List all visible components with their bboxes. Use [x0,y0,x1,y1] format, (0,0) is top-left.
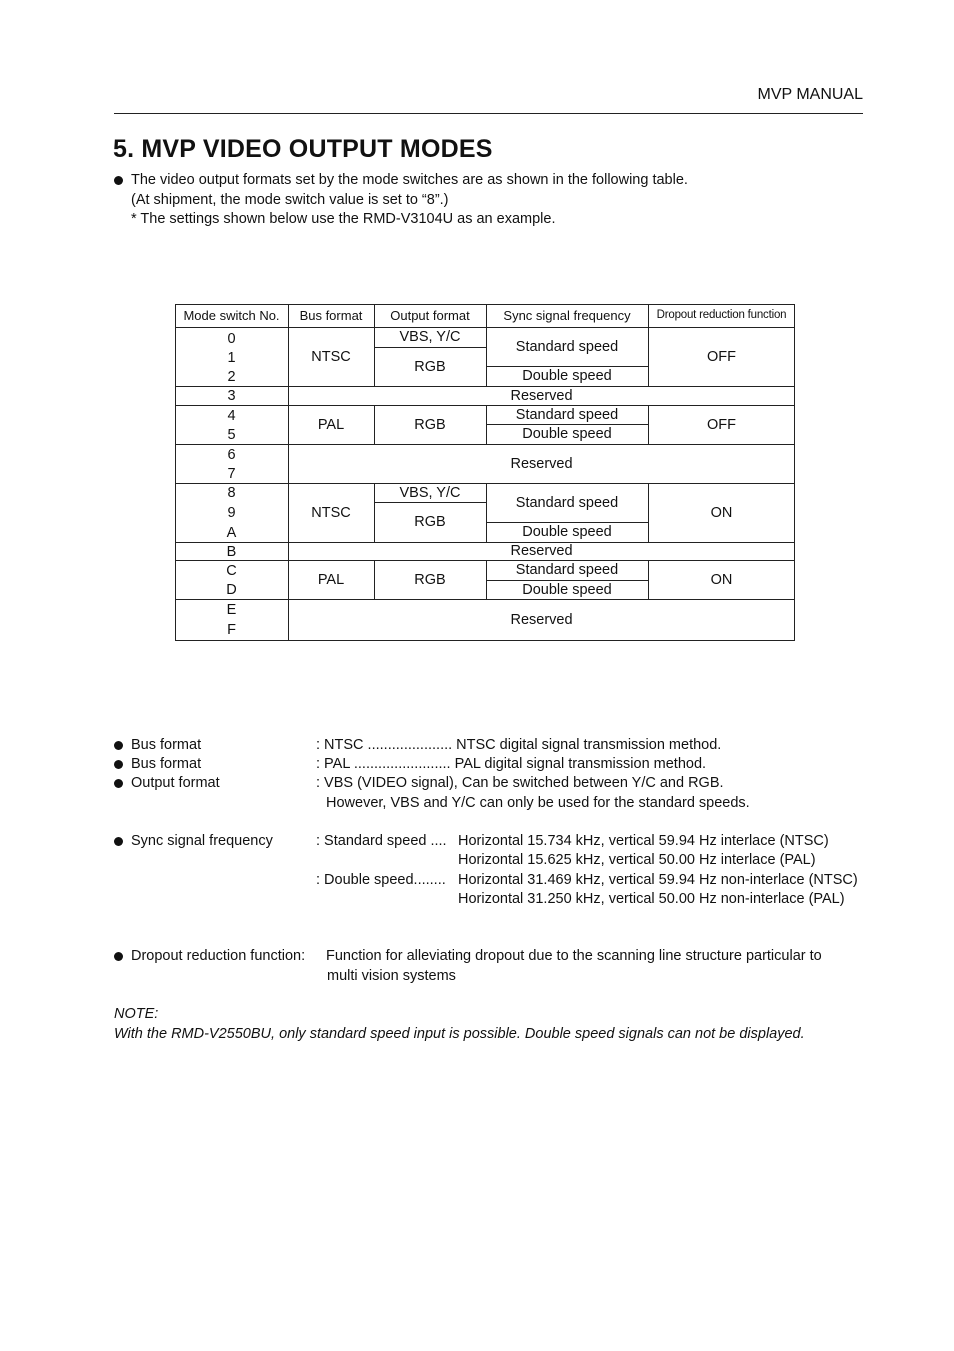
mode-number: 9 [227,505,236,521]
output-format-cell: RGB [414,514,446,531]
mode-number: D [226,582,237,598]
output-format-cell: RGB [414,358,446,375]
reserved-cell: Reserved [510,387,573,404]
output-format-cell: VBS, Y/C [399,329,461,346]
sync-frequency-cell: Standard speed [515,338,619,355]
header-dropout-reduction: Dropout reduction function [656,308,787,321]
reserved-cell: Reserved [510,455,573,472]
header-bus-format: Bus format [299,308,363,323]
reserved-cell: Reserved [510,611,573,628]
sync-frequency-cell: Double speed [522,368,612,385]
header-output-format: Output format [390,308,470,323]
output-format-cell: VBS, Y/C [399,484,461,501]
mode-table [175,304,795,641]
mode-number: 3 [227,388,236,404]
header-rule [114,113,863,114]
definition-term: Bus format [131,737,202,753]
bus-format-cell: PAL [317,416,345,433]
bullet-icon [114,741,123,750]
mode-number: E [226,602,237,618]
dropout-reduction-cell: ON [710,504,733,521]
mode-number: 0 [227,331,236,347]
bullet-icon [114,176,123,185]
definition-text: Horizontal 31.469 kHz, vertical 59.94 Hz non-interlace (NTSC) [458,872,858,888]
bus-format-cell: PAL [317,571,345,588]
mode-number: B [226,544,237,560]
bullet-icon [114,837,123,846]
header-sync-frequency: Sync signal frequency [503,308,631,323]
definition-term: Output format [131,775,220,791]
dropout-reduction-cell: ON [710,571,733,588]
mode-number: 8 [227,485,236,501]
bullet-icon [114,952,123,961]
definition-term: Sync signal frequency [131,833,273,849]
output-format-cell: RGB [414,416,446,433]
mode-number: 5 [227,427,236,443]
definition-text: Horizontal 15.625 kHz, vertical 50.00 Hz interlace (PAL) [458,852,816,868]
bullet-icon [114,760,123,769]
mode-number: 4 [227,408,236,424]
mode-number: 7 [227,466,236,482]
definition-text: Horizontal 15.734 kHz, vertical 59.94 Hz interlace (NTSC) [458,833,829,849]
bus-format-cell: NTSC [311,348,351,365]
note-text: With the RMD-V2550BU, only standard speed input is possible. Double speed signals can not be displayed. [114,1026,805,1042]
mode-number: C [226,563,237,579]
intro-line-2: (At shipment, the mode switch value is set to “8”.) [131,192,449,208]
manual-label: MVP MANUAL [757,86,863,103]
dropout-reduction-cell: OFF [707,416,736,433]
definition-text: : Double speed........ [316,872,446,888]
mode-number: 1 [227,350,236,366]
definition-term: Bus format [131,756,202,772]
sync-frequency-cell: Double speed [522,524,612,541]
definition-text: : Standard speed .... [316,833,447,849]
intro-line-1: The video output formats set by the mode switches are as shown in the following table. [131,172,688,188]
definition-text: : PAL ........................ PAL digital signal transmission method. [316,756,707,772]
bullet-icon [114,779,123,788]
sync-frequency-cell: Double speed [522,581,612,598]
definition-text: : NTSC ..................... NTSC digital signal transmission method. [316,737,722,753]
mode-number: F [227,622,236,638]
definition-text: Function for alleviating dropout due to the scanning line structure particular to [326,948,822,964]
sync-frequency-cell: Double speed [522,426,612,443]
dropout-reduction-cell: OFF [707,348,736,365]
sync-frequency-cell: Standard speed [515,406,619,423]
definition-text: However, VBS and Y/C can only be used for the standard speeds. [326,795,750,811]
sync-frequency-cell: Standard speed [515,494,619,511]
definition-term: Dropout reduction function: [131,948,306,964]
intro-line-3: * The settings shown below use the RMD-V3104U as an example. [131,211,556,227]
note-label: NOTE: [114,1006,159,1022]
mode-number: 2 [227,369,236,385]
definition-text: : VBS (VIDEO signal), Can be switched between Y/C and RGB. [316,775,724,791]
output-format-cell: RGB [414,571,446,588]
definition-text: Horizontal 31.250 kHz, vertical 50.00 Hz non-interlace (PAL) [458,891,845,907]
mode-number: A [226,525,237,541]
bus-format-cell: NTSC [311,504,351,521]
mode-number: 6 [227,447,236,463]
sync-frequency-cell: Standard speed [515,562,619,579]
definition-text: multi vision systems [327,968,456,984]
section-title: 5. MVP VIDEO OUTPUT MODES [113,135,493,163]
header-mode-switch: Mode switch No. [183,308,280,323]
reserved-cell: Reserved [510,543,573,560]
